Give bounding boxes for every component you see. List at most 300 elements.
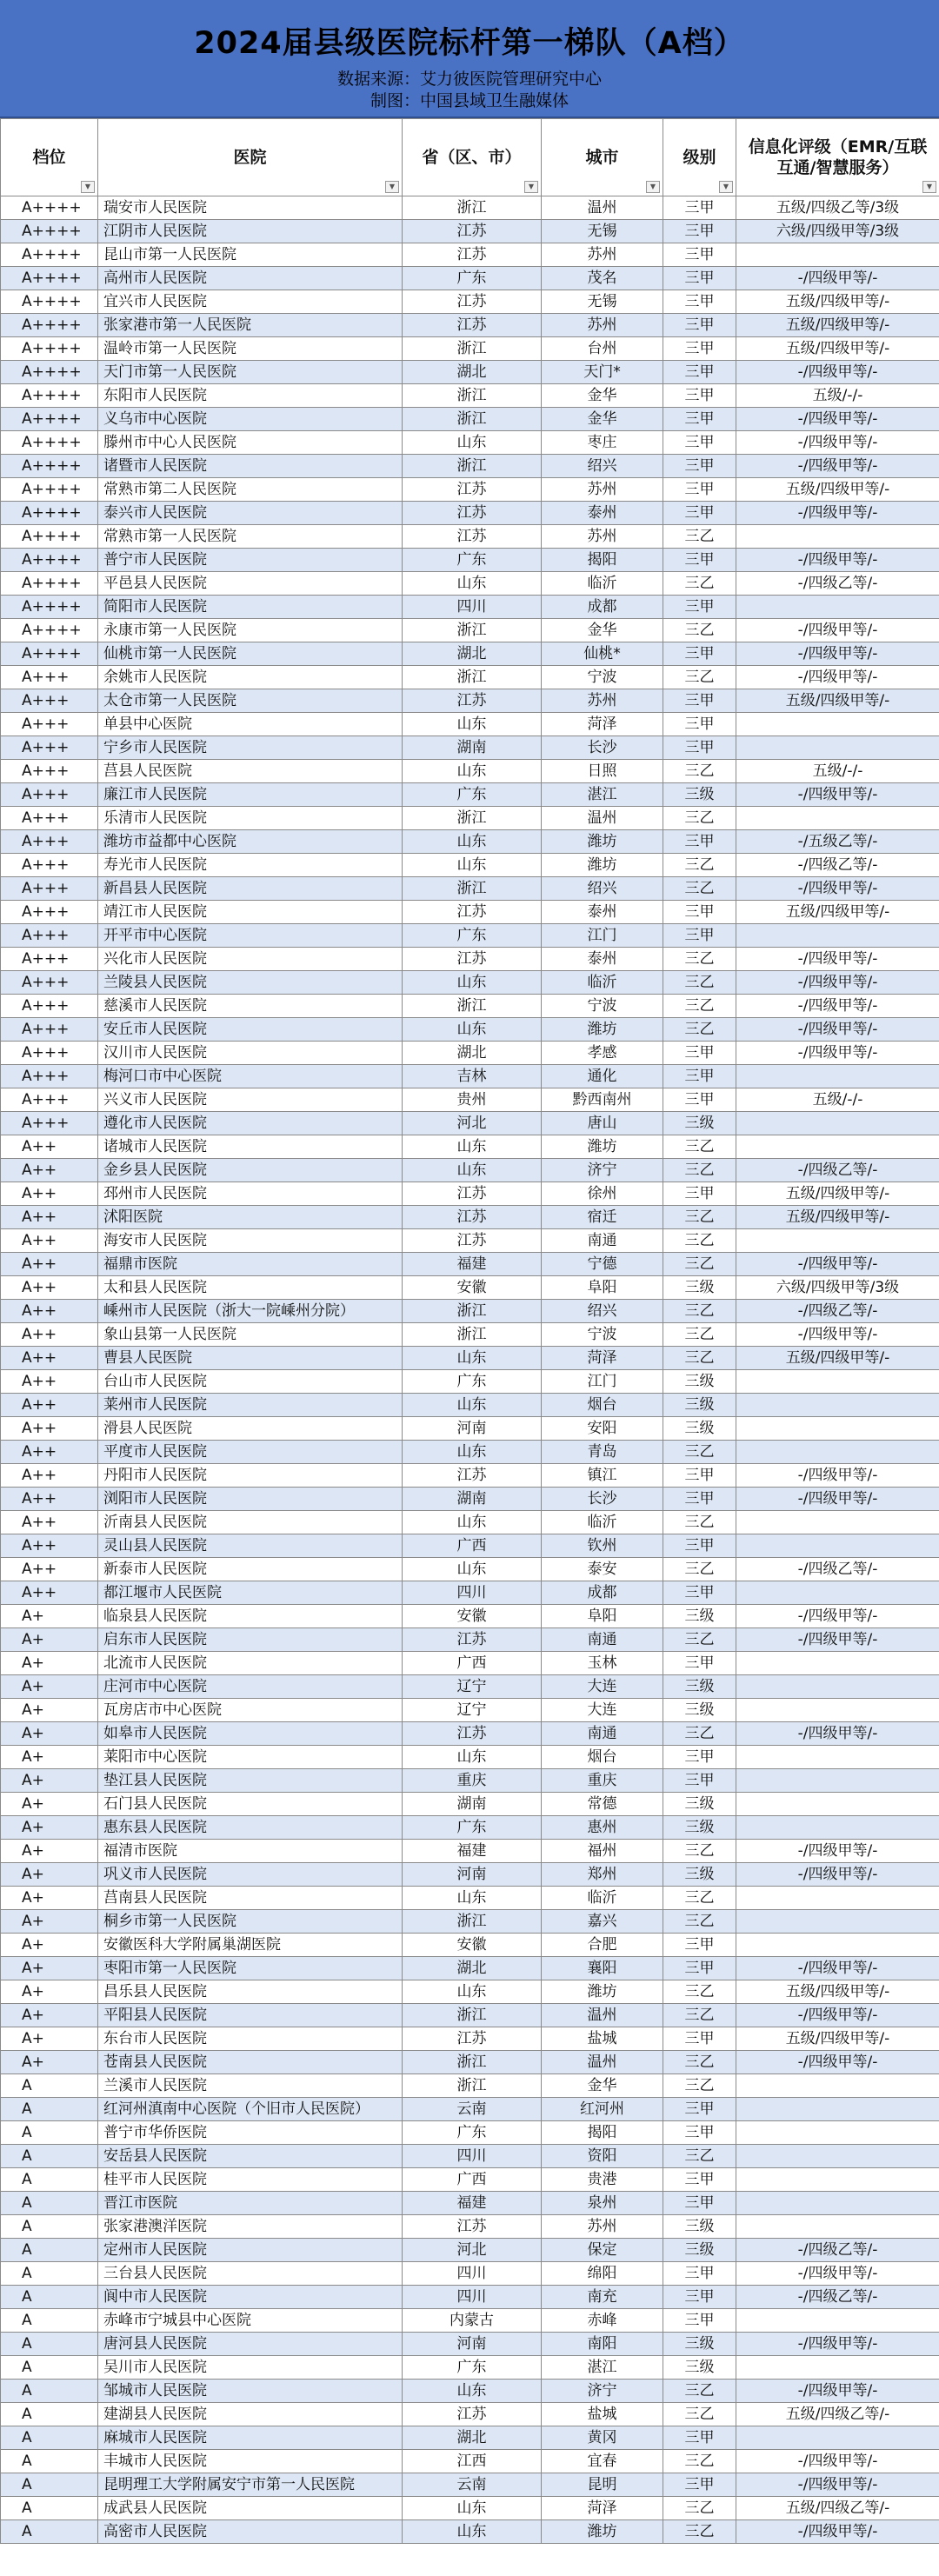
hospital-name-cell: 莒县人民医院 xyxy=(98,760,403,783)
level-cell: 三甲 xyxy=(663,314,736,337)
level-cell: 三级 xyxy=(663,1699,736,1722)
grade-cell: A++++ xyxy=(1,408,98,431)
grade-cell: A+++ xyxy=(1,1065,98,1088)
province-cell: 江苏 xyxy=(403,502,542,525)
level-cell: 三级 xyxy=(663,1793,736,1816)
province-cell: 山东 xyxy=(403,2520,542,2544)
province-cell: 四川 xyxy=(403,2286,542,2309)
city-cell: 青岛 xyxy=(542,1441,663,1464)
grade-cell: A xyxy=(1,2403,98,2426)
hospital-name-cell: 海安市人民医院 xyxy=(98,1229,403,1253)
filter-dropdown-icon[interactable]: ▼ xyxy=(81,181,95,193)
info-rating-cell xyxy=(736,924,939,948)
province-cell: 浙江 xyxy=(403,1323,542,1347)
table-row xyxy=(1,220,939,243)
table-row xyxy=(1,1042,939,1065)
column-header-level[interactable]: 级别 ▼ xyxy=(663,119,736,196)
grade-cell: A+++ xyxy=(1,995,98,1018)
city-cell: 菏泽 xyxy=(542,713,663,736)
grade-cell: A+ xyxy=(1,1934,98,1957)
grade-cell: A+++ xyxy=(1,1088,98,1112)
province-cell: 浙江 xyxy=(403,877,542,901)
grade-cell: A xyxy=(1,2473,98,2497)
hospital-name-cell: 垫江县人民医院 xyxy=(98,1769,403,1793)
table-row xyxy=(1,267,939,290)
column-header-hospital[interactable]: 医院 ▼ xyxy=(98,119,403,196)
grade-cell: A+ xyxy=(1,1793,98,1816)
level-cell: 三甲 xyxy=(663,384,736,408)
province-cell: 山东 xyxy=(403,572,542,596)
city-cell: 潍坊 xyxy=(542,1135,663,1159)
grade-cell: A+ xyxy=(1,1722,98,1746)
city-cell: 阜阳 xyxy=(542,1605,663,1628)
grade-cell: A+ xyxy=(1,1699,98,1722)
filter-dropdown-icon[interactable]: ▼ xyxy=(524,181,538,193)
info-rating-cell: -/四级甲等/- xyxy=(736,971,939,995)
province-cell: 河北 xyxy=(403,2239,542,2262)
grade-cell: A+ xyxy=(1,2051,98,2074)
level-cell: 三甲 xyxy=(663,408,736,431)
city-cell: 温州 xyxy=(542,2004,663,2027)
city-cell: 济宁 xyxy=(542,2380,663,2403)
province-cell: 贵州 xyxy=(403,1088,542,1112)
grade-cell: A xyxy=(1,2121,98,2145)
level-cell: 三甲 xyxy=(663,830,736,854)
hospital-name-cell: 简阳市人民医院 xyxy=(98,596,403,619)
province-cell: 山东 xyxy=(403,2380,542,2403)
table-row xyxy=(1,1957,939,1980)
city-cell: 盐城 xyxy=(542,2403,663,2426)
grade-cell: A+++ xyxy=(1,783,98,807)
hospital-name-cell: 平阳县人民医院 xyxy=(98,2004,403,2027)
level-cell: 三甲 xyxy=(663,1746,736,1769)
city-cell: 黄冈 xyxy=(542,2426,663,2450)
province-cell: 湖北 xyxy=(403,1042,542,1065)
level-cell: 三甲 xyxy=(663,267,736,290)
city-cell: 徐州 xyxy=(542,1182,663,1206)
grade-cell: A+ xyxy=(1,1746,98,1769)
city-cell: 苏州 xyxy=(542,525,663,549)
table-row xyxy=(1,1628,939,1652)
table-row xyxy=(1,736,939,760)
city-cell: 安阳 xyxy=(542,1417,663,1441)
province-cell: 广东 xyxy=(403,924,542,948)
grade-cell: A++ xyxy=(1,1370,98,1394)
table-row xyxy=(1,2215,939,2239)
level-cell: 三甲 xyxy=(663,2098,736,2121)
province-cell: 山东 xyxy=(403,1441,542,1464)
table-row xyxy=(1,1441,939,1464)
info-rating-cell: 五级/四级甲等/- xyxy=(736,2027,939,2051)
grade-cell: A++ xyxy=(1,1182,98,1206)
grade-cell: A xyxy=(1,2380,98,2403)
hospital-name-cell: 兰陵县人民医院 xyxy=(98,971,403,995)
grade-cell: A+ xyxy=(1,1840,98,1863)
hospital-name-cell: 潍坊市益都中心医院 xyxy=(98,830,403,854)
grade-cell: A+ xyxy=(1,1628,98,1652)
grade-cell: A++++ xyxy=(1,196,98,220)
province-cell: 湖北 xyxy=(403,361,542,384)
level-cell: 三乙 xyxy=(663,760,736,783)
table-row xyxy=(1,2450,939,2473)
info-rating-cell: -/四级甲等/- xyxy=(736,619,939,642)
table-row xyxy=(1,713,939,736)
info-rating-cell: 五级/四级甲等/- xyxy=(736,1980,939,2004)
info-rating-cell xyxy=(736,1112,939,1135)
hospital-name-cell: 惠东县人民医院 xyxy=(98,1816,403,1840)
chart-maker-note: 制图：中国县域卫生融媒体 xyxy=(370,91,569,110)
table-row xyxy=(1,572,939,596)
info-rating-cell xyxy=(736,1065,939,1088)
province-cell: 山东 xyxy=(403,1980,542,2004)
table-row xyxy=(1,995,939,1018)
hospital-name-cell: 宜兴市人民医院 xyxy=(98,290,403,314)
province-cell: 山东 xyxy=(403,1159,542,1182)
level-cell: 三乙 xyxy=(663,1206,736,1229)
level-cell: 三甲 xyxy=(663,689,736,713)
level-cell: 三乙 xyxy=(663,2380,736,2403)
info-rating-cell xyxy=(736,1699,939,1722)
city-cell: 烟台 xyxy=(542,1394,663,1417)
info-rating-cell: -/四级甲等/- xyxy=(736,1488,939,1511)
hospital-name-cell: 兴义市人民医院 xyxy=(98,1088,403,1112)
table-row xyxy=(1,1699,939,1722)
city-cell: 温州 xyxy=(542,807,663,830)
city-cell: 赤峰 xyxy=(542,2309,663,2333)
level-cell: 三级 xyxy=(663,1112,736,1135)
hospital-name-cell: 平度市人民医院 xyxy=(98,1441,403,1464)
grade-cell: A++ xyxy=(1,1534,98,1558)
grade-cell: A++++ xyxy=(1,478,98,502)
province-cell: 浙江 xyxy=(403,807,542,830)
city-cell: 郑州 xyxy=(542,1863,663,1887)
info-rating-cell: -/四级甲等/- xyxy=(736,877,939,901)
province-cell: 山东 xyxy=(403,1347,542,1370)
grade-cell: A+ xyxy=(1,1605,98,1628)
province-cell: 浙江 xyxy=(403,408,542,431)
province-cell: 云南 xyxy=(403,2473,542,2497)
grade-cell: A xyxy=(1,2168,98,2192)
filter-dropdown-icon[interactable]: ▼ xyxy=(922,181,936,193)
table-row xyxy=(1,337,939,361)
province-cell: 山东 xyxy=(403,431,542,455)
city-cell: 湛江 xyxy=(542,2356,663,2380)
grade-cell: A+ xyxy=(1,2027,98,2051)
city-cell: 孝感 xyxy=(542,1042,663,1065)
level-cell: 三乙 xyxy=(663,877,736,901)
province-cell: 广东 xyxy=(403,1816,542,1840)
province-cell: 湖北 xyxy=(403,2426,542,2450)
table-row xyxy=(1,1112,939,1135)
table-row xyxy=(1,642,939,666)
city-cell: 黔西南州 xyxy=(542,1088,663,1112)
province-cell: 广东 xyxy=(403,2356,542,2380)
grade-cell: A+++ xyxy=(1,760,98,783)
level-cell: 三甲 xyxy=(663,337,736,361)
hospital-name-cell: 太仓市第一人民医院 xyxy=(98,689,403,713)
table-row xyxy=(1,2192,939,2215)
info-rating-cell xyxy=(736,2098,939,2121)
level-cell: 三级 xyxy=(663,2239,736,2262)
province-cell: 江苏 xyxy=(403,1464,542,1488)
level-cell: 三级 xyxy=(663,783,736,807)
province-cell: 广东 xyxy=(403,783,542,807)
column-header-province[interactable]: 省（区、市） ▼ xyxy=(403,119,542,196)
grade-cell: A++++ xyxy=(1,361,98,384)
city-cell: 宁波 xyxy=(542,666,663,689)
table-row xyxy=(1,1206,939,1229)
grade-cell: A++++ xyxy=(1,384,98,408)
table-row xyxy=(1,2145,939,2168)
hospital-name-cell: 唐河县人民医院 xyxy=(98,2333,403,2356)
city-cell: 苏州 xyxy=(542,689,663,713)
province-cell: 江西 xyxy=(403,2450,542,2473)
hospital-name-cell: 邹城市人民医院 xyxy=(98,2380,403,2403)
level-cell: 三乙 xyxy=(663,1980,736,2004)
level-cell: 三甲 xyxy=(663,2286,736,2309)
hospital-name-cell: 三台县人民医院 xyxy=(98,2262,403,2286)
hospital-name-cell: 兴化市人民医院 xyxy=(98,948,403,971)
level-cell: 三级 xyxy=(663,1276,736,1300)
province-cell: 山东 xyxy=(403,854,542,877)
hospital-name-cell: 高州市人民医院 xyxy=(98,267,403,290)
grade-cell: A++++ xyxy=(1,337,98,361)
info-rating-cell xyxy=(736,2074,939,2098)
level-cell: 三乙 xyxy=(663,2074,736,2098)
level-cell: 三乙 xyxy=(663,1323,736,1347)
hospital-name-cell: 灵山县人民医院 xyxy=(98,1534,403,1558)
hospital-name-cell: 滕州市中心人民医院 xyxy=(98,431,403,455)
hospital-name-cell: 靖江市人民医院 xyxy=(98,901,403,924)
table-row xyxy=(1,1558,939,1581)
filter-dropdown-icon[interactable]: ▼ xyxy=(719,181,733,193)
city-cell: 唐山 xyxy=(542,1112,663,1135)
city-cell: 嘉兴 xyxy=(542,1910,663,1934)
info-rating-cell xyxy=(736,807,939,830)
grade-cell: A+++ xyxy=(1,1112,98,1135)
level-cell: 三乙 xyxy=(663,2450,736,2473)
grade-cell: A+++ xyxy=(1,924,98,948)
hospital-name-cell: 梅河口市中心医院 xyxy=(98,1065,403,1088)
table-row xyxy=(1,596,939,619)
info-rating-cell: -/四级乙等/- xyxy=(736,2286,939,2309)
grade-cell: A++ xyxy=(1,1441,98,1464)
hospital-name-cell: 巩义市人民医院 xyxy=(98,1863,403,1887)
info-rating-cell: -/四级甲等/- xyxy=(736,2051,939,2074)
info-rating-cell: 五级/四级乙等/- xyxy=(736,2497,939,2520)
city-cell: 钦州 xyxy=(542,1534,663,1558)
table-row xyxy=(1,2426,939,2450)
city-cell: 苏州 xyxy=(542,314,663,337)
info-rating-cell: 五级/四级甲等/- xyxy=(736,689,939,713)
grade-cell: A++++ xyxy=(1,572,98,596)
hospital-name-cell: 福清市医院 xyxy=(98,1840,403,1863)
filter-dropdown-icon[interactable]: ▼ xyxy=(646,181,660,193)
info-rating-cell: -/四级甲等/- xyxy=(736,1840,939,1863)
hospital-name-cell: 如皋市人民医院 xyxy=(98,1722,403,1746)
table-row xyxy=(1,2473,939,2497)
province-cell: 安徽 xyxy=(403,1605,542,1628)
city-cell: 金华 xyxy=(542,408,663,431)
grade-cell: A++++ xyxy=(1,314,98,337)
table-row xyxy=(1,1088,939,1112)
info-rating-cell xyxy=(736,1793,939,1816)
level-cell: 三级 xyxy=(663,1417,736,1441)
info-rating-cell: 五级/四级乙等/3级 xyxy=(736,196,939,220)
info-rating-cell xyxy=(736,2356,939,2380)
info-rating-cell: -/四级甲等/- xyxy=(736,1863,939,1887)
city-cell: 仙桃* xyxy=(542,642,663,666)
hospital-name-cell: 汉川市人民医院 xyxy=(98,1042,403,1065)
table-row xyxy=(1,549,939,572)
grade-cell: A+++ xyxy=(1,713,98,736)
hospital-name-cell: 定州市人民医院 xyxy=(98,2239,403,2262)
province-cell: 广东 xyxy=(403,2121,542,2145)
table-row xyxy=(1,948,939,971)
table-row xyxy=(1,1722,939,1746)
province-cell: 四川 xyxy=(403,596,542,619)
info-rating-cell xyxy=(736,2145,939,2168)
column-header-grade[interactable]: 档位 ▼ xyxy=(1,119,98,196)
city-cell: 玉林 xyxy=(542,1652,663,1675)
info-rating-cell: 五级/四级甲等/- xyxy=(736,1182,939,1206)
info-rating-cell: -/四级甲等/- xyxy=(736,267,939,290)
hospital-name-cell: 都江堰市人民医院 xyxy=(98,1581,403,1605)
table-row xyxy=(1,830,939,854)
hospital-name-cell: 莱州市人民医院 xyxy=(98,1394,403,1417)
table-row xyxy=(1,1370,939,1394)
hospital-name-cell: 阆中市人民医院 xyxy=(98,2286,403,2309)
info-rating-cell: 五级/四级甲等/- xyxy=(736,290,939,314)
grade-cell: A++ xyxy=(1,1253,98,1276)
level-cell: 三乙 xyxy=(663,1018,736,1042)
table-row xyxy=(1,783,939,807)
city-cell: 潍坊 xyxy=(542,830,663,854)
info-rating-cell: -/四级甲等/- xyxy=(736,1464,939,1488)
province-cell: 浙江 xyxy=(403,455,542,478)
info-rating-cell: -/四级乙等/- xyxy=(736,2239,939,2262)
table-row xyxy=(1,455,939,478)
table-row xyxy=(1,2497,939,2520)
table-row xyxy=(1,2051,939,2074)
city-cell: 贵港 xyxy=(542,2168,663,2192)
hospital-name-cell: 曹县人民医院 xyxy=(98,1347,403,1370)
hospital-name-cell: 慈溪市人民医院 xyxy=(98,995,403,1018)
info-rating-cell: 五级/四级甲等/- xyxy=(736,901,939,924)
city-cell: 镇江 xyxy=(542,1464,663,1488)
info-rating-cell: -/四级甲等/- xyxy=(736,1722,939,1746)
level-cell: 三甲 xyxy=(663,924,736,948)
hospital-name-cell: 乐清市人民医院 xyxy=(98,807,403,830)
table-row xyxy=(1,2286,939,2309)
level-cell: 三甲 xyxy=(663,596,736,619)
province-cell: 浙江 xyxy=(403,1910,542,1934)
grade-cell: A+ xyxy=(1,1957,98,1980)
grade-cell: A++++ xyxy=(1,267,98,290)
city-cell: 南充 xyxy=(542,2286,663,2309)
table-row xyxy=(1,314,939,337)
column-header-info-rating[interactable]: 信息化评级（EMR/互联互通/智慧服务） ▼ xyxy=(736,119,939,196)
province-cell: 山东 xyxy=(403,830,542,854)
level-cell: 三乙 xyxy=(663,2145,736,2168)
info-rating-cell: -/四级乙等/- xyxy=(736,1159,939,1182)
info-rating-cell: -/四级甲等/- xyxy=(736,2333,939,2356)
level-cell: 三甲 xyxy=(663,1652,736,1675)
info-rating-cell: 五级/四级甲等/- xyxy=(736,337,939,361)
level-cell: 三甲 xyxy=(663,1581,736,1605)
level-cell: 三甲 xyxy=(663,2473,736,2497)
table-row xyxy=(1,854,939,877)
city-cell: 金华 xyxy=(542,619,663,642)
city-cell: 宿迁 xyxy=(542,1206,663,1229)
grade-cell: A++ xyxy=(1,1276,98,1300)
level-cell: 三甲 xyxy=(663,2426,736,2450)
info-rating-cell: -/四级甲等/- xyxy=(736,1957,939,1980)
city-cell: 潍坊 xyxy=(542,2520,663,2544)
info-rating-cell xyxy=(736,713,939,736)
level-cell: 三级 xyxy=(663,2356,736,2380)
table-row xyxy=(1,502,939,525)
info-rating-cell: -/四级乙等/- xyxy=(736,1558,939,1581)
info-rating-cell: -/四级甲等/- xyxy=(736,1253,939,1276)
province-cell: 江苏 xyxy=(403,689,542,713)
hospital-name-cell: 东台市人民医院 xyxy=(98,2027,403,2051)
city-cell: 温州 xyxy=(542,196,663,220)
info-rating-cell: -/四级甲等/- xyxy=(736,2473,939,2497)
hospital-name-cell: 宁乡市人民医院 xyxy=(98,736,403,760)
province-cell: 山东 xyxy=(403,1558,542,1581)
table-row xyxy=(1,1417,939,1441)
city-cell: 盐城 xyxy=(542,2027,663,2051)
table-row xyxy=(1,901,939,924)
table-row xyxy=(1,1394,939,1417)
city-cell: 日照 xyxy=(542,760,663,783)
level-cell: 三甲 xyxy=(663,478,736,502)
info-rating-cell: -/四级甲等/- xyxy=(736,2262,939,2286)
grade-cell: A++ xyxy=(1,1300,98,1323)
table-row xyxy=(1,1347,939,1370)
city-cell: 苏州 xyxy=(542,478,663,502)
info-rating-cell: -/四级甲等/- xyxy=(736,948,939,971)
hospital-name-cell: 太和县人民医院 xyxy=(98,1276,403,1300)
filter-dropdown-icon[interactable]: ▼ xyxy=(385,181,399,193)
info-rating-cell xyxy=(736,2426,939,2450)
level-cell: 三乙 xyxy=(663,666,736,689)
province-cell: 浙江 xyxy=(403,384,542,408)
city-cell: 苏州 xyxy=(542,243,663,267)
hospital-name-cell: 平邑县人民医院 xyxy=(98,572,403,596)
grade-cell: A++++ xyxy=(1,642,98,666)
info-rating-cell xyxy=(736,1534,939,1558)
city-cell: 保定 xyxy=(542,2239,663,2262)
province-cell: 山东 xyxy=(403,713,542,736)
table-row xyxy=(1,1934,939,1957)
city-cell: 通化 xyxy=(542,1065,663,1088)
grade-cell: A xyxy=(1,2074,98,2098)
level-cell: 三乙 xyxy=(663,2051,736,2074)
info-rating-cell xyxy=(736,596,939,619)
level-cell: 三乙 xyxy=(663,807,736,830)
column-header-city[interactable]: 城市 ▼ xyxy=(542,119,663,196)
city-cell: 惠州 xyxy=(542,1816,663,1840)
hospital-name-cell: 邳州市人民医院 xyxy=(98,1182,403,1206)
info-rating-cell: -/四级甲等/- xyxy=(736,502,939,525)
info-rating-cell: -/四级乙等/- xyxy=(736,572,939,596)
header-banner xyxy=(0,0,939,118)
city-cell: 红河州 xyxy=(542,2098,663,2121)
city-cell: 潍坊 xyxy=(542,1980,663,2004)
city-cell: 昆明 xyxy=(542,2473,663,2497)
